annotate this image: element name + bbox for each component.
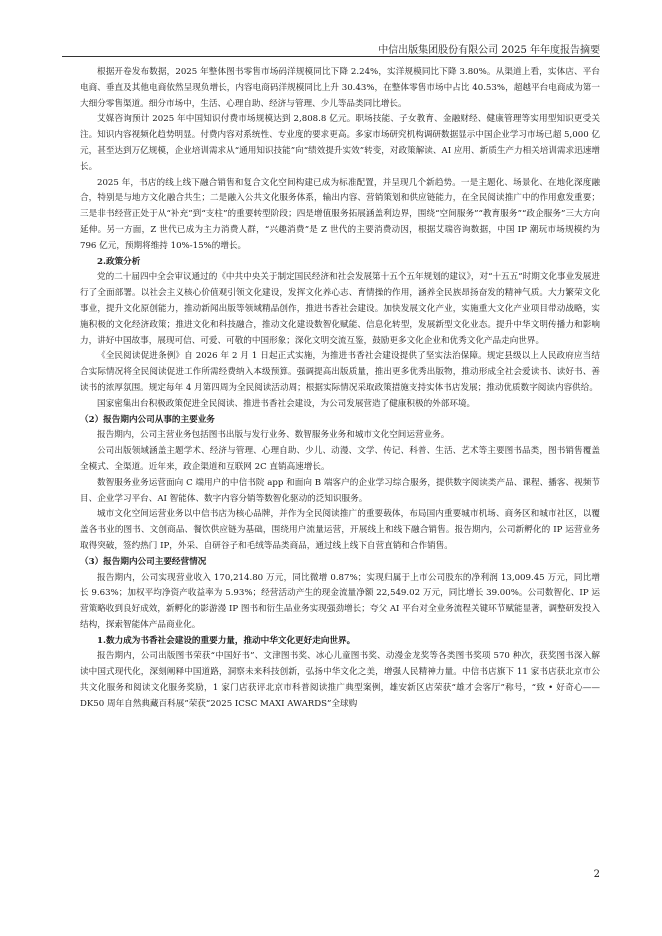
section-heading-main-business: （2）报告期内公司从事的主要业务 xyxy=(80,414,215,425)
section-heading-point-1: 1.数力成为书香社会建设的重要力量，推动中华文化更好走向世界。 xyxy=(97,635,356,646)
report-body xyxy=(80,65,600,713)
paragraph-business-overview: 报告期内，公司主营业务包括图书出版与发行业务、数智服务业务和城市文化空间运营业务。 xyxy=(97,430,450,441)
section-heading-policy: 2.政策分析 xyxy=(97,256,141,267)
paragraph-reading-regulation: 《全民阅读促进条例》自 2026 年 2 月 1 日起正式实施，为推进书香社会建设提供了坚实法治保障。规定县级以上人民政府应当结合实际情况将全民阅读促进工作所需经费纳入本级预算。强调提高出版质量，推出更多优秀出版物，推动形成全社会爱读书、读好书、善读书的浓厚氛围。规定每年 4 月第四周为全民阅读活动周；根据实际情况采取政策措施支持实体书店发展；推动优质数字阅读内容供给。 xyxy=(80,351,600,393)
paragraph-publishing: 公司出版领域涵盖主题学术、经济与管理、心理自助、少儿、动漫、文学、传记、科普、生活、艺术等主要图书品类，图书销售覆盖全模式、全渠道。近年来，政企渠道和互联网 2C 直销高速增长。 xyxy=(80,446,600,472)
header-title: 中信出版集团股份有限公司 2025 年年度报告摘要 xyxy=(378,45,600,56)
paragraph-policy-summary: 国家密集出台积极政策促进全民阅读、推进书香社会建设，为公司发展营造了健康积极的外部环境。 xyxy=(97,398,476,409)
paragraph-awards: 报告期内，公司出版图书荣获“中国好书”、文津图书奖、冰心儿童图书奖、动漫金龙奖等各类图书奖项 570 种次，获奖图书深入解读中国式现代化，深刻阐释中国道路，洞察未来科技创新，弘扬中华文化之美，增强人民精神力量。中信书店旗下 11 家书店获北京市公共文化服务和阅读文化服务奖励，1 家门店获评北京市科普阅读推广典型案例，雄安新区店荣获“雄才会客厅”称号，“致 • 好奇心——DK50 周年自然典藏百科展”荣获“2025 ICSC MAXI AWARDS”全球购 xyxy=(80,651,600,709)
paragraph-cultural-space: 城市文化空间运营业务以中信书店为核心品牌，并作为全民阅读推广的重要载体，布局国内重要城市机场、商务区和城市社区，以覆盖各书业的图书、文创商品、餐饮供应链为基础，围绕用户流量运营，开展线上和线下融合销售。报告期内，公司新孵化的 IP 运营业务取得突破，签约热门 IP，外采、自研谷子和毛绒等品类商品，通过线上线下自营直销和合作销售。 xyxy=(80,509,600,551)
paragraph-digital-services: 数智服务业务运营面向 C 端用户的中信书院 app 和面向 B 端客户的企业学习综合服务，提供数字阅读类产品、课程、播客、视频节目、企业学习平台、AI 智能体、数字内容分销等数智化驱动的泛知识服务。 xyxy=(80,477,600,504)
paragraph-five-year-plan: 党的二十届四中全会审议通过的《中共中央关于制定国民经济和社会发展第十五个五年规划的建议》，对“十五五”时期文化事业发展进行了全面部署。以社会主义核心价值观引领文化建设，发挥文化养心志、育情操的作用，涵养全民族昂扬奋发的精神气质。大力繁荣文化事业，提升文化原创能力，推动新闻出版等领域精品创作，推进书香社会建设。加快发展文化产业，实施重大文化产业项目带动战略，实施积极的文化经济政策；推进文化和科技融合，推动文化建设数智化赋能、信息化转型，发展新型文化业态。提升中华文明传播力和影响力，讲好中国故事，展现可信、可爱、可敬的中国形象；深化文明交流互鉴，鼓励更多文化企业和优秀文化产品走向世界。 xyxy=(80,272,600,346)
section-heading-operations: （3）报告期内公司主要经营情况 xyxy=(80,556,207,567)
paragraph-knowledge-payment: 艾媒咨询预计 2025 年中国知识付费市场规模达到 2,808.8 亿元。职场技能、子女教育、金融财经、健康管理等实用型知识更受关注。知识内容视频化趋势明显。付费内容对系统性、专业度的要求更高。多家市场研究机构调研数据显示中国企业学习市场已超 5,000 亿元，甚至达到万亿规模，企业培训需求从“通用知识技能”向“绩效提升实效”转变，对政策解读、AI 应用、新质生产力相关培训需求迅速增长。 xyxy=(80,114,600,172)
header-divider xyxy=(62,56,600,57)
page-number: 2 xyxy=(593,869,600,880)
paragraph-retail-market: 根据开卷发布数据，2025 年整体图书零售市场码洋规模同比下降 2.24%，实洋规模同比下降 3.80%。从渠道上看，实体店、平台电商、垂直及其他电商依然呈现负增长，内容电商码洋规模同比上升 30.43%，在整体零售市场中占比 40.53%，超越平台电商成为第一大细分零售渠道。细分市场中，生活、心理自助、经济与管理、少儿等品类同比增长。 xyxy=(80,67,600,109)
paragraph-financial-results: 报告期内，公司实现营业收入 170,214.80 万元，同比微增 0.87%；实现归属于上市公司股东的净利润 13,009.45 万元，同比增长 9.63%；加权平均净资产收益率为 5.93%；经营活动产生的现金流量净额 22,549.02 万元，同比增长 39.00%。公司数智化、IP 运营策略收到良好成效，新孵化的影游漫 IP 图书和衍生品业务实现强劲增长；夸父 AI 平台对全业务流程关键环节赋能显著，调整研发投入结构，探索智能体产品商业化。 xyxy=(80,572,600,630)
paragraph-bookstore-trends: 2025 年，书店的线上线下融合销售和复合文化空间构建已成为标准配置，并呈现几个新趋势。一是主题化、场景化、在地化深度融合，特别是与地方文化融合共生；二是融入公共文化服务体系，输出内容、营销策划和供应链能力，在全民阅读推广中的作用愈发重要；三是非书经营正处于从“补充”到“支柱”的重要转型阶段；四是增值服务拓展涵盖利边界，围绕“空间服务”“教育服务”“政企服务”三大方向延伸。另一方面，Z 世代已成为主力消费人群，“兴趣消费”是 Z 世代的主要消费动因，根据艾瑞咨询数据，中国 IP 潮玩市场规模约为 796 亿元，预期将维持 10%-15%的增长。 xyxy=(80,177,600,251)
